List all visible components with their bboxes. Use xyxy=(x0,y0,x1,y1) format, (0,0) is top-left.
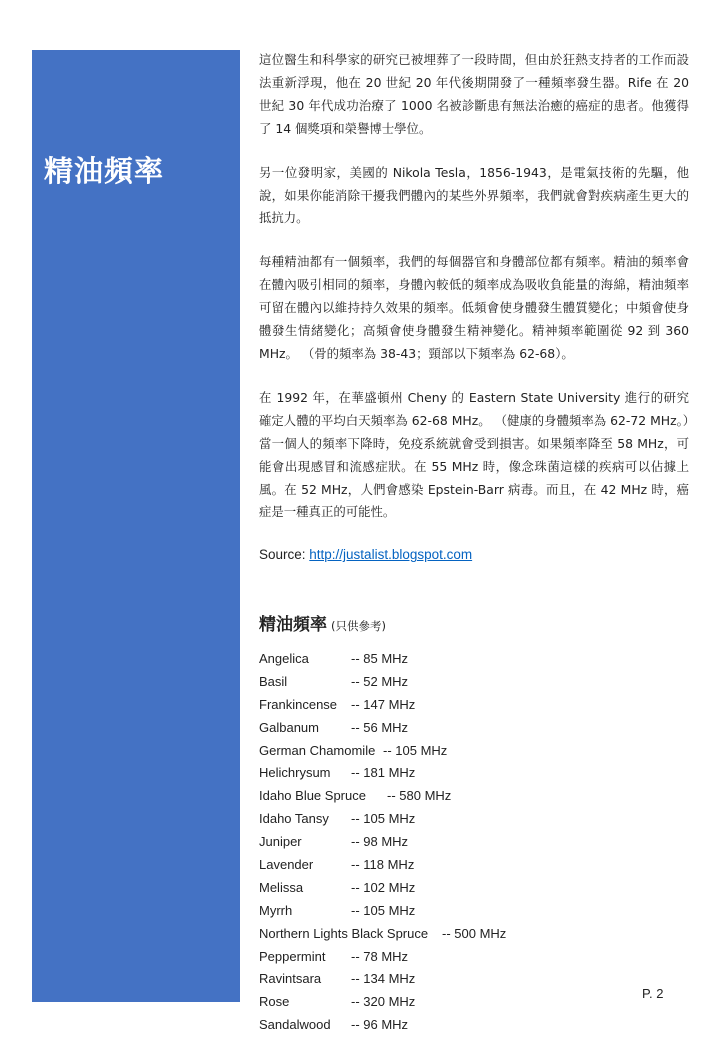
list-item xyxy=(259,648,559,671)
list-item xyxy=(259,968,559,991)
oil-frequency: -- 102 MHz xyxy=(351,879,416,895)
oil-name: Lavender xyxy=(259,857,314,873)
oil-frequency: -- 580 MHz xyxy=(387,788,452,804)
source-line xyxy=(259,545,689,565)
oil-frequency: -- 105 MHz xyxy=(383,742,448,758)
paragraph-study-1992: 在 1992 年，在華盛頓州 Cheny 的 Eastern State University 進行的研究確定人體的平均白天頻率為 62-68 MHz。 （健康的身體頻率為 62-72 MHz。）當一個人的頻率下降時，免疫系統就會受到損害。如果頻率降至 58 MHz，可能會出現感冒和流感症狀。在 55 MHz 時，像念珠菌這樣的疾病可以佔據上風。在 52 MHz，人們會感染 Epstein-Barr 病毒。而且，在 42 MHz 時，癌症是一種真正的可能性。 xyxy=(259,389,689,520)
list-item xyxy=(259,1014,559,1037)
list-item xyxy=(259,877,559,900)
oil-name: Ravintsara xyxy=(259,971,322,987)
oil-name: Northern Lights Black Spruce xyxy=(259,925,429,941)
oil-name: Peppermint xyxy=(259,948,326,964)
list-heading-note: (只供參考) xyxy=(331,619,386,633)
oil-name: German Chamomile xyxy=(259,742,376,758)
oil-name: Juniper xyxy=(259,834,302,850)
list-item xyxy=(259,946,559,969)
list-item xyxy=(259,854,559,877)
paragraph-tesla: 另一位發明家，美國的 Nikola Tesla，1856-1943，是電氣技術的先驅，他說，如果你能消除干擾我們體內的某些外界頻率，我們就會對疾病產生更大的抵抗力。 xyxy=(259,164,689,226)
oil-name: Angelica xyxy=(259,651,309,666)
oil-name: Melissa xyxy=(259,879,304,895)
list-item xyxy=(259,671,559,694)
oil-frequency: -- 500 MHz xyxy=(442,925,507,941)
list-item xyxy=(259,740,559,763)
oil-frequency: -- 118 MHz xyxy=(351,857,415,873)
oil-name: Idaho Tansy xyxy=(259,811,329,827)
oil-name: Basil xyxy=(259,673,288,689)
sidebar-band xyxy=(32,50,240,1002)
source-link[interactable]: http://justalist.blogspot.com xyxy=(309,547,473,563)
oil-name: Helichrysum xyxy=(259,765,331,781)
oil-frequency: -- 85 MHz xyxy=(351,651,409,666)
list-item xyxy=(259,717,559,740)
page-title: 精油頻率 xyxy=(44,154,165,188)
list-item xyxy=(259,831,559,854)
frequency-list xyxy=(259,648,559,1037)
oil-frequency: -- 105 MHz xyxy=(351,811,416,827)
oil-frequency: -- 52 MHz xyxy=(351,673,409,689)
source-label: Source: xyxy=(259,547,310,563)
list-item xyxy=(259,991,559,1014)
oil-name: Rose xyxy=(259,994,290,1010)
list-item xyxy=(259,808,559,831)
oil-frequency: -- 98 MHz xyxy=(351,834,409,850)
oil-frequency: -- 181 MHz xyxy=(351,765,416,781)
paragraph-oil-frequency: 每種精油都有一個頻率，我們的每個器官和身體部位都有頻率。精油的頻率會在體內吸引相同的頻率，身體內較低的頻率成為吸收負能量的海綿，精油頻率可留在體內以維持持久效果的頻率。低頻會使身體發生體質變化；中頻會使身體發生情緒變化；高頻會使身體發生精神變化。精神頻率範圍從 92 到 360 MHz。 （骨的頻率為 38-43；頸部以下頻率為 62-68）。 xyxy=(259,254,689,361)
oil-frequency: -- 134 MHz xyxy=(351,971,416,987)
list-item xyxy=(259,785,559,808)
oil-name: Idaho Blue Spruce xyxy=(259,788,366,804)
list-item xyxy=(259,762,559,785)
page-number: P. 2 xyxy=(642,986,664,1001)
oil-name: Galbanum xyxy=(259,719,319,735)
oil-frequency: -- 78 MHz xyxy=(351,948,409,964)
paragraph-rife: 這位醫生和科學家的研究已被埋葬了一段時間，但由於狂熱支持者的工作而設法重新浮現，他在 20 世紀 20 年代後期開發了一種頻率發生器。Rife 在 20 世紀 30 年代成功治療了 1000 名被診斷患有無法治癒的癌症的患者。他獲得了 14 個獎項和榮譽博士學位。 xyxy=(259,52,689,136)
oil-frequency: -- 147 MHz xyxy=(351,696,416,712)
oil-frequency: -- 56 MHz xyxy=(351,719,409,735)
oil-frequency: -- 96 MHz xyxy=(351,1017,409,1033)
article-body xyxy=(259,49,689,565)
oil-frequency: -- 105 MHz xyxy=(351,902,416,918)
oil-frequency: -- 320 MHz xyxy=(351,994,416,1010)
oil-name: Frankincense xyxy=(259,696,338,712)
list-item xyxy=(259,923,559,946)
oil-name: Myrrh xyxy=(259,902,293,918)
list-item xyxy=(259,900,559,923)
list-heading xyxy=(259,610,386,635)
list-item xyxy=(259,694,559,717)
oil-name: Sandalwood xyxy=(259,1017,331,1033)
list-heading-title: 精油頻率 xyxy=(259,615,327,635)
